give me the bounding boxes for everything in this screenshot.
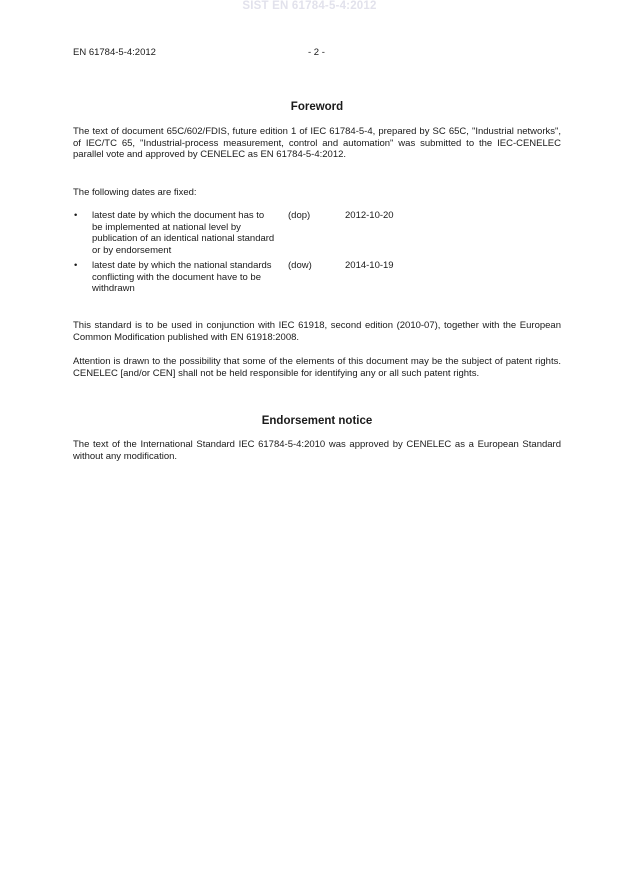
page-number: - 2 - <box>308 47 325 58</box>
date-code: (dop) <box>288 210 311 221</box>
date-value: 2012-10-20 <box>345 210 394 221</box>
bullet-marker: • <box>74 210 78 221</box>
bullet-marker: • <box>74 260 78 271</box>
date-value: 2014-10-19 <box>345 260 394 271</box>
watermark: SIST EN 61784-5-4:2012 <box>242 0 377 12</box>
conjunction-paragraph: This standard is to be used in conjunction with IEC 61918, second edition (2010-07), together with the European Common Modification published with EN 61918:2008. <box>73 320 561 343</box>
endorsement-text: The text of the International Standard IEC 61784-5-4:2010 was approved by CENELEC as a European Standard without any modification. <box>73 439 561 462</box>
endorsement-title: Endorsement notice <box>261 415 373 427</box>
date-code: (dow) <box>288 260 312 271</box>
date-description: latest date by which the national standards conflicting with the document have to be withdrawn <box>92 260 272 294</box>
foreword-title: Foreword <box>290 101 344 113</box>
date-description: latest date by which the document has to be implemented at national level by publication of an identical national standard or by endorsement <box>92 210 275 256</box>
patent-paragraph: Attention is drawn to the possibility that some of the elements of this document may be the subject of patent rights. CENELEC [and/or CEN] shall not be held responsible for identifying any or all such patent rights. <box>73 356 561 379</box>
document-number: EN 61784-5-4:2012 <box>73 47 156 58</box>
foreword-intro: The text of document 65C/602/FDIS, future edition 1 of IEC 61784-5-4, prepared by SC 65C, "Industrial networks", of IEC/TC 65, "Industrial-process measurement, control and automation" was submitted to the IEC-CENELEC parallel vote and approved by CENELEC as EN 61784-5-4:2012. <box>73 126 561 160</box>
dates-intro: The following dates are fixed: <box>73 187 197 198</box>
